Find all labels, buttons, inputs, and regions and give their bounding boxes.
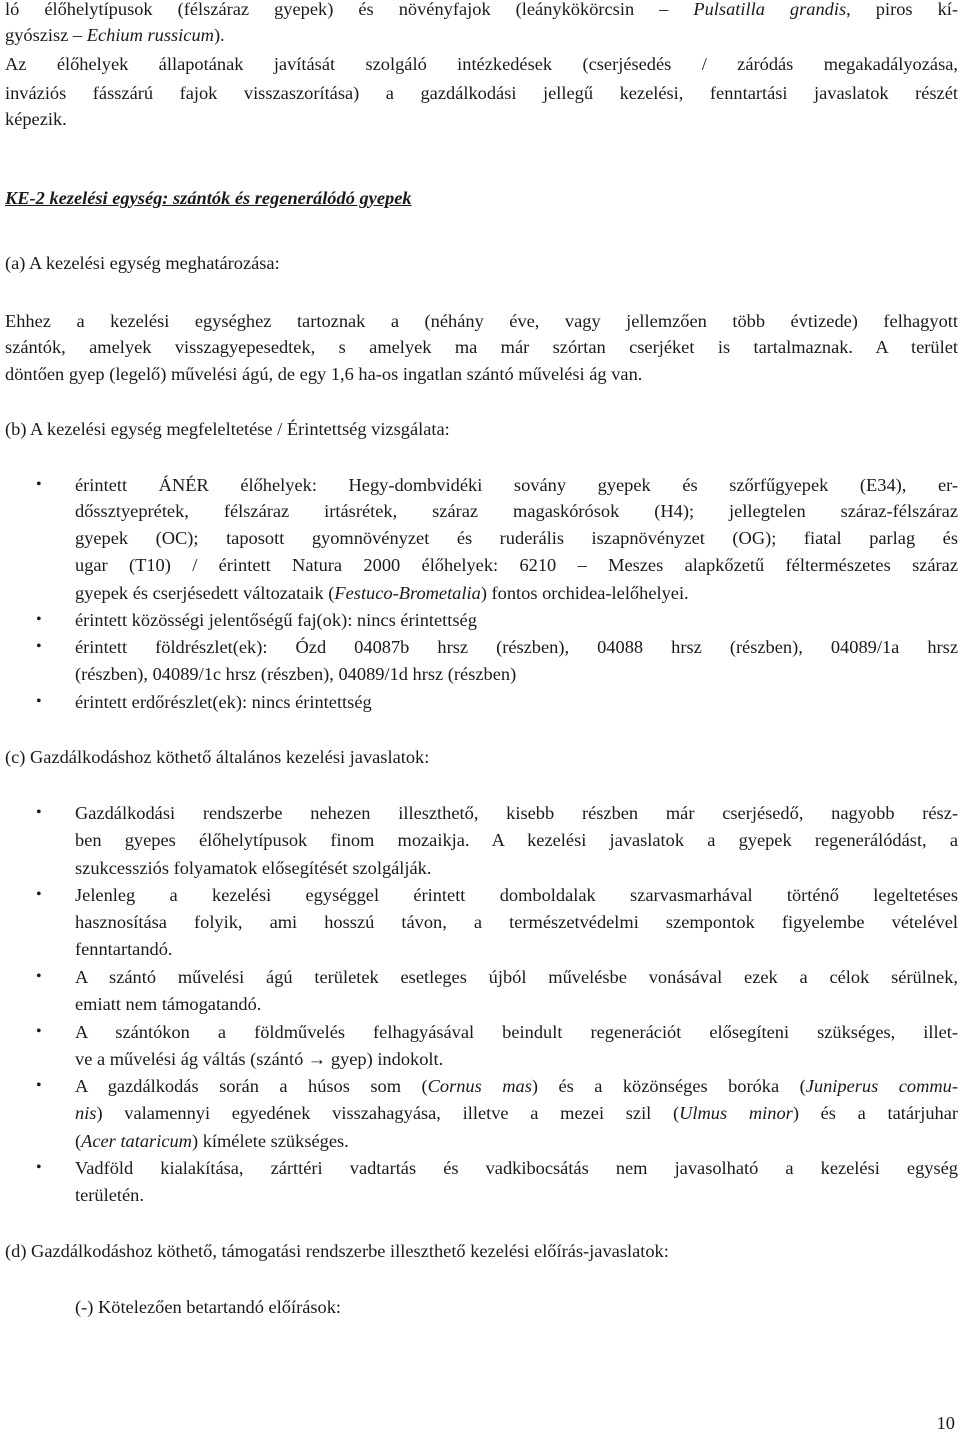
intro-line-3: Az élőhelyek állapotának javítását szolgáló intézkedések (cserjésedés / záródás megakadályozása, (5, 54, 958, 74)
intro-line-1: ló élőhelytípusok (félszáraz gyepek) és növényfajok (leánykökörcsin – Pulsatilla grandis, piros kí- (5, 0, 958, 19)
bullet-icon: • (36, 804, 42, 821)
intro-line-2: gyószisz – Echium russicum). (5, 25, 225, 45)
section-heading: KE-2 kezelési egység: szántók és regenerálódó gyepek (5, 188, 412, 208)
intro-line-4: inváziós fásszárú fajok visszaszorítása) a gazdálkodási jellegű kezelési, fenntartási javaslatok részét (5, 83, 958, 103)
section-d-title: (d) Gazdálkodáshoz köthető, támogatási rendszerbe illeszthető kezelési előírás-javaslatok: (5, 1241, 669, 1261)
b-item-1-line-2: dőssztyeprétek, félszáraz irtásrétek, száraz magaskórósok (H4); jellegtelen száraz-félszáraz (75, 501, 958, 521)
c-item-2-line-3: fenntartandó. (75, 939, 173, 959)
bullet-icon: • (36, 693, 42, 710)
c-item-2-line-2: hasznosítása folyik, ami hosszú távon, a természetvédelmi szempontok figyelembe vételével (75, 912, 958, 932)
intro-line-5: képezik. (5, 109, 67, 129)
bullet-icon: • (36, 476, 42, 493)
c-item-5-line-2: nis) valamennyi egyedének visszahagyása, illetve a mezei szil (Ulmus minor) és a tatárjuhar (75, 1103, 958, 1123)
section-a-line-1: Ehhez a kezelési egységhez tartoznak a (néhány éve, vagy jellemzően több évtizede) felhagyott (5, 311, 958, 331)
c-item-5-line-1: A gazdálkodás során a húsos som (Cornus mas) és a közönséges boróka (Juniperus commu- (75, 1076, 958, 1096)
c-item-1-line-3: szukcessziós folyamatok elősegítését szolgálják. (75, 858, 432, 878)
c-item-4-line-2: ve a művelési ág váltás (szántó → gyep) indokolt. (75, 1049, 444, 1069)
bullet-icon: • (36, 638, 42, 655)
b-item-3-line-2: (részben), 04089/1c hrsz (részben), 04089/1d hrsz (részben) (75, 664, 517, 684)
c-item-4-line-1: A szántókon a földművelés felhagyásával beindult regenerációt elősegíteni szükséges, illet- (75, 1022, 958, 1042)
section-a-title: (a) A kezelési egység meghatározása: (5, 253, 280, 273)
c-item-3-line-2: emiatt nem támogatandó. (75, 994, 262, 1014)
bullet-icon: • (36, 611, 42, 628)
section-a-line-2: szántók, amelyek visszagyepesedtek, s amelyek ma már szórtan cserjéket is tartalmaznak. A terület (5, 337, 958, 357)
b-item-3-line-1: érintett földrészlet(ek): Ózd 04087b hrsz (részben), 04088 hrsz (részben), 04089/1a hrsz (75, 637, 958, 657)
b-item-2: érintett közösségi jelentőségű faj(ok): nincs érintettség (75, 610, 477, 630)
c-item-1-line-1: Gazdálkodási rendszerbe nehezen illeszthető, kisebb részben már cserjésedő, nagyobb rész- (75, 803, 958, 823)
section-b-title: (b) A kezelési egység megfeleltetése / Érintettség vizsgálata: (5, 419, 450, 439)
c-item-5-line-3: (Acer tataricum) kímélete szükséges. (75, 1131, 349, 1151)
b-item-4: érintett erdőrészlet(ek): nincs érintettség (75, 692, 372, 712)
b-item-1-line-5: gyepek és cserjésedett változataik (Festuco-Brometalia) fontos orchidea-lelőhelyei. (75, 583, 689, 603)
b-item-1-line-4: ugar (T10) / érintett Natura 2000 élőhelyek: 6210 – Meszes alapkőzetű féltermészetes száraz (75, 555, 958, 575)
bullet-icon: • (36, 1077, 42, 1094)
bullet-icon: • (36, 1159, 42, 1176)
c-item-3-line-1: A szántó művelési ágú területek esetleges újból művelésbe vonásával ezek a célok sérülnek, (75, 967, 958, 987)
section-a-line-3: döntően gyep (legelő) művelési ágú, de egy 1,6 ha-os ingatlan szántó művelési ág van. (5, 364, 643, 384)
section-c-title: (c) Gazdálkodáshoz köthető általános kezelési javaslatok: (5, 747, 430, 767)
section-d-subtitle: (-) Kötelezően betartandó előírások: (75, 1297, 342, 1317)
bullet-icon: • (36, 968, 42, 985)
c-item-2-line-1: Jelenleg a kezelési egységgel érintett domboldalak szarvasmarhával történő legeltetéses (75, 885, 958, 905)
c-item-6-line-2: területén. (75, 1185, 144, 1205)
page-number: 10 (936, 1413, 955, 1433)
bullet-icon: • (36, 886, 42, 903)
bullet-icon: • (36, 1023, 42, 1040)
c-item-1-line-2: ben gyepes élőhelytípusok finom mozaikja. A kezelési javaslatok a gyepek regenerálódást, a (75, 830, 958, 850)
c-item-6-line-1: Vadföld kialakítása, zárttéri vadtartás és vadkibocsátás nem javasolható a kezelési egység (75, 1158, 958, 1178)
b-item-1-line-3: gyepek (OC); taposott gyomnövényzet és ruderális iszapnövényzet (OG); fiatal parlag és (75, 528, 958, 548)
b-item-1-line-1: érintett ÁNÉR élőhelyek: Hegy-dombvidéki sovány gyepek és szőrfűgyepek (E34), er- (75, 475, 958, 495)
